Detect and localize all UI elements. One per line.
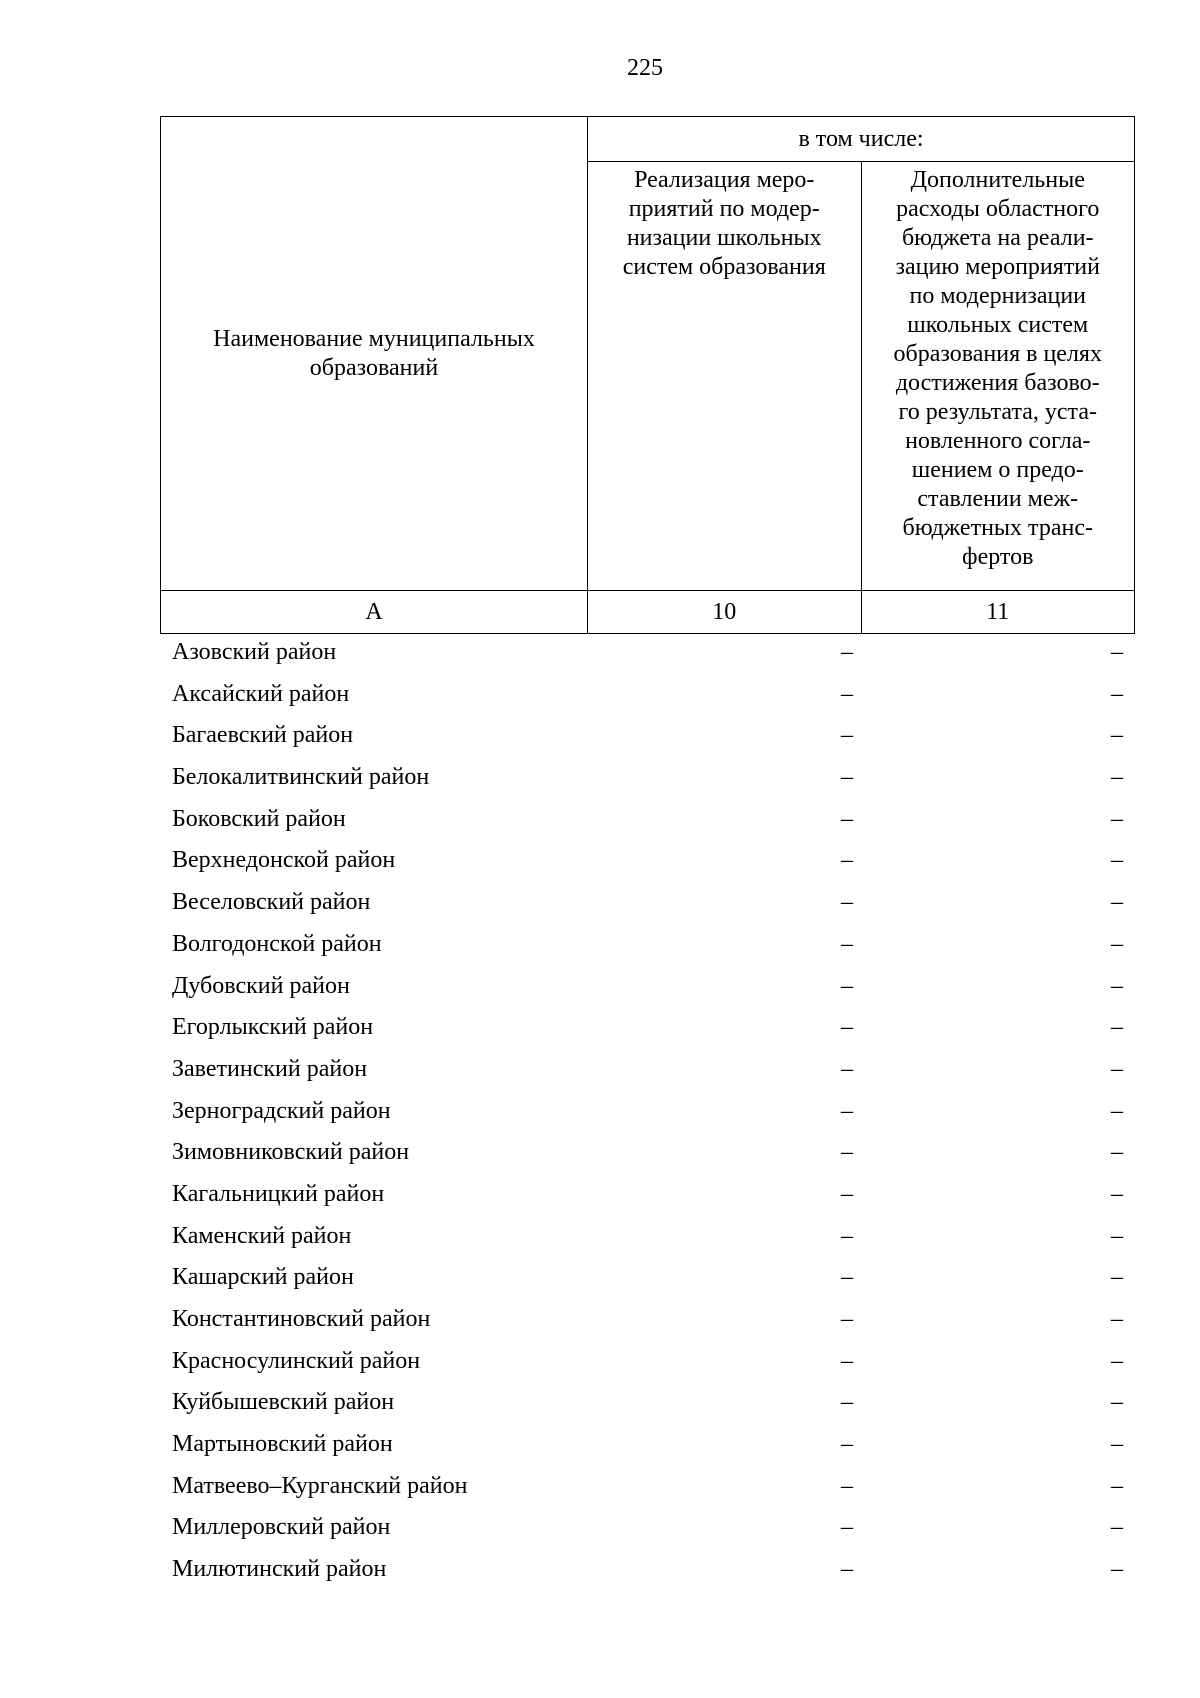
- table-row: [160, 757, 1135, 799]
- row-value-col-11: –: [1111, 680, 1123, 707]
- row-name: Миллеровский район: [172, 1514, 391, 1541]
- table-row: [160, 1466, 1135, 1508]
- table-row: [160, 1216, 1135, 1258]
- row-name: Багаевский район: [172, 722, 354, 749]
- row-value-col-10: –: [841, 1472, 853, 1499]
- table-row: [160, 1091, 1135, 1133]
- row-value-col-11: –: [1111, 930, 1123, 957]
- table-row: [160, 1049, 1135, 1091]
- row-name: Зимовниковский район: [172, 1139, 410, 1166]
- row-name: Азовский район: [172, 639, 337, 665]
- header-municipality-name: Наименование муниципальных образований: [161, 117, 588, 591]
- row-value-col-10: –: [841, 1014, 853, 1041]
- row-name: Белокалитвинский район: [172, 764, 430, 791]
- table-row: [160, 1507, 1135, 1549]
- row-name: Заветинский район: [172, 1055, 368, 1082]
- table-row: [160, 632, 1135, 674]
- row-value-col-10: –: [841, 847, 853, 874]
- row-name: Куйбышевский район: [172, 1389, 395, 1416]
- table-row: [160, 715, 1135, 757]
- row-value-col-11: –: [1111, 1431, 1123, 1458]
- row-value-col-11: –: [1111, 1556, 1123, 1583]
- table-row: [160, 1549, 1135, 1591]
- row-value-col-10: –: [841, 1431, 853, 1458]
- row-value-col-10: –: [841, 722, 853, 749]
- row-name: Константиновский район: [172, 1306, 431, 1332]
- page-number: 225: [627, 55, 663, 81]
- row-name: Боковский район: [172, 805, 346, 832]
- row-name: Мартыновский район: [172, 1431, 393, 1458]
- row-value-col-11: –: [1111, 639, 1123, 665]
- row-value-col-10: –: [841, 1097, 853, 1124]
- row-name: Милютинский район: [172, 1556, 387, 1583]
- row-name: Кашарский район: [172, 1264, 354, 1291]
- header-col-10: Реализация меро- приятий по модер- низации школьных систем образования: [588, 162, 862, 591]
- row-value-col-10: –: [841, 1264, 853, 1291]
- row-value-col-11: –: [1111, 972, 1123, 999]
- table-row: [160, 840, 1135, 882]
- table-row: [160, 966, 1135, 1008]
- row-value-col-11: –: [1111, 722, 1123, 749]
- table-body: [160, 632, 1135, 1591]
- row-value-col-10: –: [841, 1055, 853, 1082]
- table-row: [160, 1174, 1135, 1216]
- row-value-col-11: –: [1111, 764, 1123, 791]
- row-value-col-10: –: [841, 1306, 853, 1332]
- row-name: Веселовский район: [172, 889, 371, 916]
- row-value-col-11: –: [1111, 1055, 1123, 1082]
- row-value-col-10: –: [841, 805, 853, 832]
- row-value-col-10: –: [841, 1139, 853, 1166]
- row-value-col-11: –: [1111, 889, 1123, 916]
- row-value-col-11: –: [1111, 1222, 1123, 1249]
- row-value-col-10: –: [841, 889, 853, 916]
- header-including: в том числе:: [588, 117, 1135, 162]
- row-value-col-11: –: [1111, 1264, 1123, 1291]
- table-row: [160, 1299, 1135, 1341]
- row-name: Зерноградский район: [172, 1097, 391, 1124]
- table-header: [160, 116, 1135, 634]
- row-name: Дубовский район: [172, 972, 350, 999]
- row-value-col-11: –: [1111, 847, 1123, 874]
- header-index-11: 11: [861, 591, 1135, 634]
- row-value-col-11: –: [1111, 1472, 1123, 1499]
- row-value-col-10: –: [841, 1556, 853, 1583]
- row-name: Кагальницкий район: [172, 1180, 385, 1207]
- table-row: [160, 674, 1135, 716]
- header-index-a: А: [161, 591, 588, 634]
- table-row: [160, 1341, 1135, 1383]
- row-value-col-11: –: [1111, 1306, 1123, 1332]
- row-value-col-10: –: [841, 930, 853, 957]
- table-row: [160, 1382, 1135, 1424]
- row-name: Волгодонской район: [172, 930, 382, 957]
- table-row: [160, 882, 1135, 924]
- row-value-col-10: –: [841, 764, 853, 791]
- row-value-col-11: –: [1111, 1014, 1123, 1041]
- row-name: Егорлыкский район: [172, 1014, 374, 1041]
- row-value-col-10: –: [841, 1347, 853, 1374]
- table-row: [160, 1007, 1135, 1049]
- row-value-col-11: –: [1111, 1389, 1123, 1416]
- table-row: [160, 1257, 1135, 1299]
- row-value-col-11: –: [1111, 1180, 1123, 1207]
- row-name: Каменский район: [172, 1222, 352, 1249]
- row-value-col-11: –: [1111, 1139, 1123, 1166]
- row-value-col-10: –: [841, 1514, 853, 1541]
- header-col-11: Дополнительные расходы областного бюджета на реали- зацию мероприятий по модернизации школьных систем образования в целях достижения базово- го результата, уста- новленного согла- шением о предо- ставлении меж- бюджетных транс- фертов: [861, 162, 1135, 591]
- table-row: [160, 924, 1135, 966]
- row-value-col-10: –: [841, 680, 853, 707]
- table-row: [160, 799, 1135, 841]
- row-value-col-11: –: [1111, 1097, 1123, 1124]
- row-value-col-10: –: [841, 1180, 853, 1207]
- row-value-col-11: –: [1111, 1514, 1123, 1541]
- row-name: Аксайский район: [172, 680, 350, 707]
- row-value-col-11: –: [1111, 1347, 1123, 1374]
- row-value-col-10: –: [841, 972, 853, 999]
- row-name: Матвеево–Курганский район: [172, 1472, 468, 1499]
- row-name: Верхнедонской район: [172, 847, 396, 874]
- table-row: [160, 1132, 1135, 1174]
- header-index-10: 10: [588, 591, 862, 634]
- row-value-col-10: –: [841, 639, 853, 665]
- table-row: [160, 1424, 1135, 1466]
- row-name: Красносулинский район: [172, 1347, 421, 1374]
- row-value-col-11: –: [1111, 805, 1123, 832]
- row-value-col-10: –: [841, 1389, 853, 1416]
- row-value-col-10: –: [841, 1222, 853, 1249]
